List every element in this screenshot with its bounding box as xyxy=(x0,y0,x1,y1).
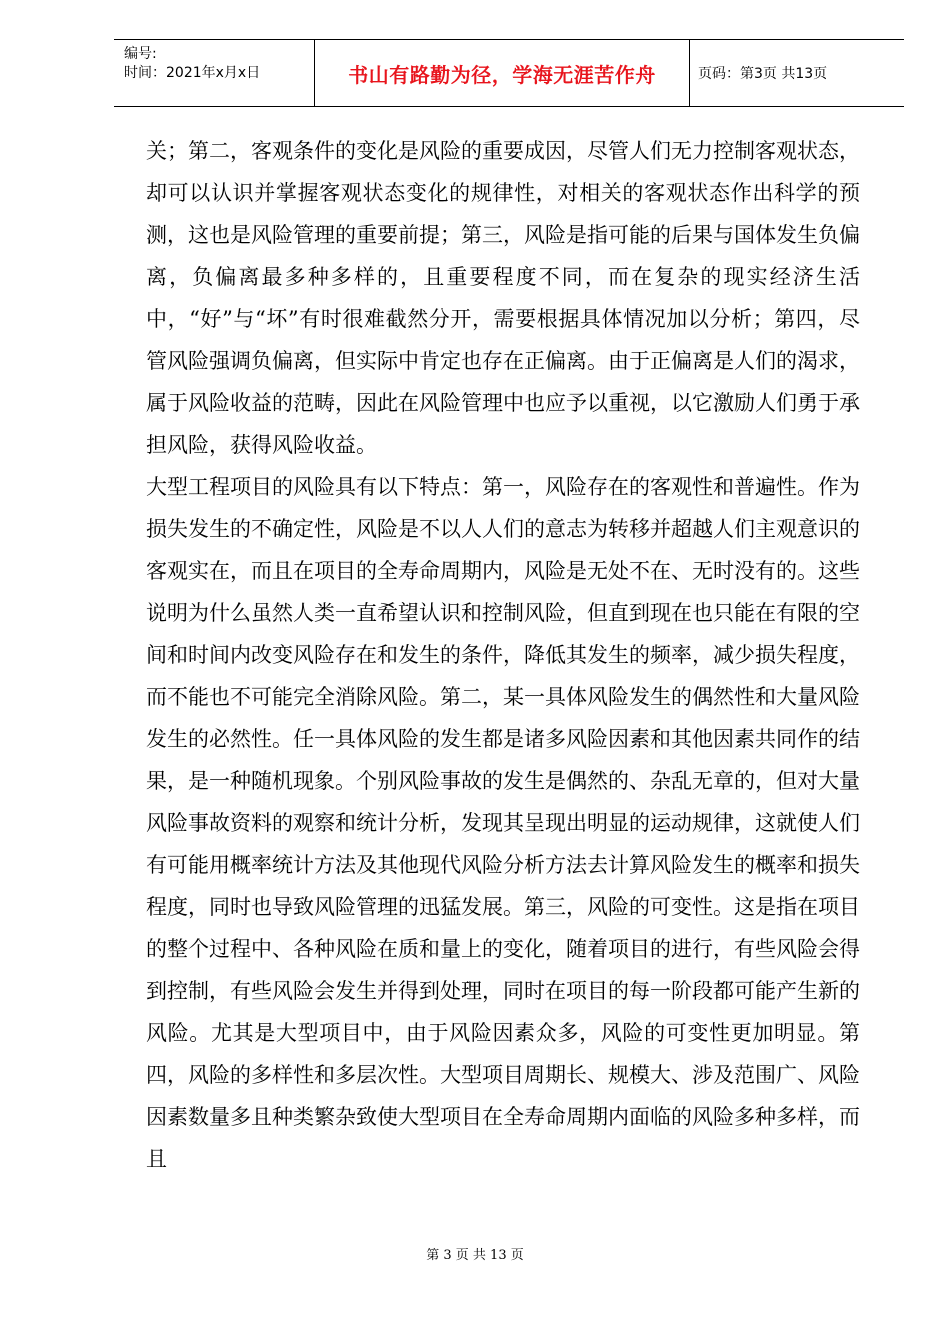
document-header xyxy=(114,39,904,107)
time-label: 时间：2021年x月x日 xyxy=(124,65,261,81)
header-motto-cell xyxy=(315,40,690,106)
header-meta-cell xyxy=(114,40,315,106)
document-body xyxy=(146,130,860,1180)
paragraph: 关；第二，客观条件的变化是风险的重要成因，尽管人们无力控制客观状态，却可以认识并掌握客观状态变化的规律性，对相关的客观状态作出科学的预测，这也是风险管理的重要前提；第三，风险是指可能的后果与国体发生负偏离，负偏离最多种多样的，且重要程度不同，而在复杂的现实经济生活中，“好”与“坏”有时很难截然分开，需要根据具体情况加以分析；第四，尽管风险强调负偏离，但实际中肯定也存在正偏离。由于正偏离是人们的渴求，属于风险收益的范畴，因此在风险管理中也应予以重视，以它激励人们勇于承担风险，获得风险收益。 xyxy=(146,139,860,457)
paragraph: 大型工程项目的风险具有以下特点：第一，风险存在的客观性和普遍性。作为损失发生的不确定性，风险是不以人人们的意志为转移并超越人们主观意识的客观实在，而且在项目的全寿命周期内，风险是无处不在、无时没有的。这些说明为什么虽然人类一直希望认识和控制风险，但直到现在也只能在有限的空间和时间内改变风险存在和发生的条件，降低其发生的频率，减少损失程度，而不能也不可能完全消除风险。第二，某一具体风险发生的偶然性和大量风险发生的必然性。任一具体风险的发生都是诸多风险因素和其他因素共同作的结果，是一种随机现象。个别风险事故的发生是偶然的、杂乱无章的，但对大量风险事故资料的观察和统计分析，发现其呈现出明显的运动规律，这就使人们有可能用概率统计方法及其他现代风险分析方法去计算风险发生的概率和损失程度，同时也导致风险管理的迅猛发展。第三，风险的可变性。这是指在项目的整个过程中、各种风险在质和量上的变化，随着项目的进行，有些风险会得到控制，有些风险会发生并得到处理，同时在项目的每一阶段都可能产生新的风险。尤其是大型项目中，由于风险因素众多，风险的可变性更加明显。第四，风险的多样性和多层次性。大型项目周期长、规模大、涉及范围广、风险因素数量多且种类繁杂致使大型项目在全寿命周期内面临的风险多种多样，而且 xyxy=(146,475,860,1171)
header-page-cell xyxy=(690,40,904,106)
page-info: 页码：第3页 共13页 xyxy=(698,66,828,82)
serial-label: 编号: xyxy=(124,46,157,62)
motto-text: 书山有路勤为径，学海无涯苦作舟 xyxy=(348,62,656,87)
footer-page-number: 第 3 页 共 13 页 xyxy=(426,1248,524,1263)
page-footer xyxy=(0,1244,950,1263)
